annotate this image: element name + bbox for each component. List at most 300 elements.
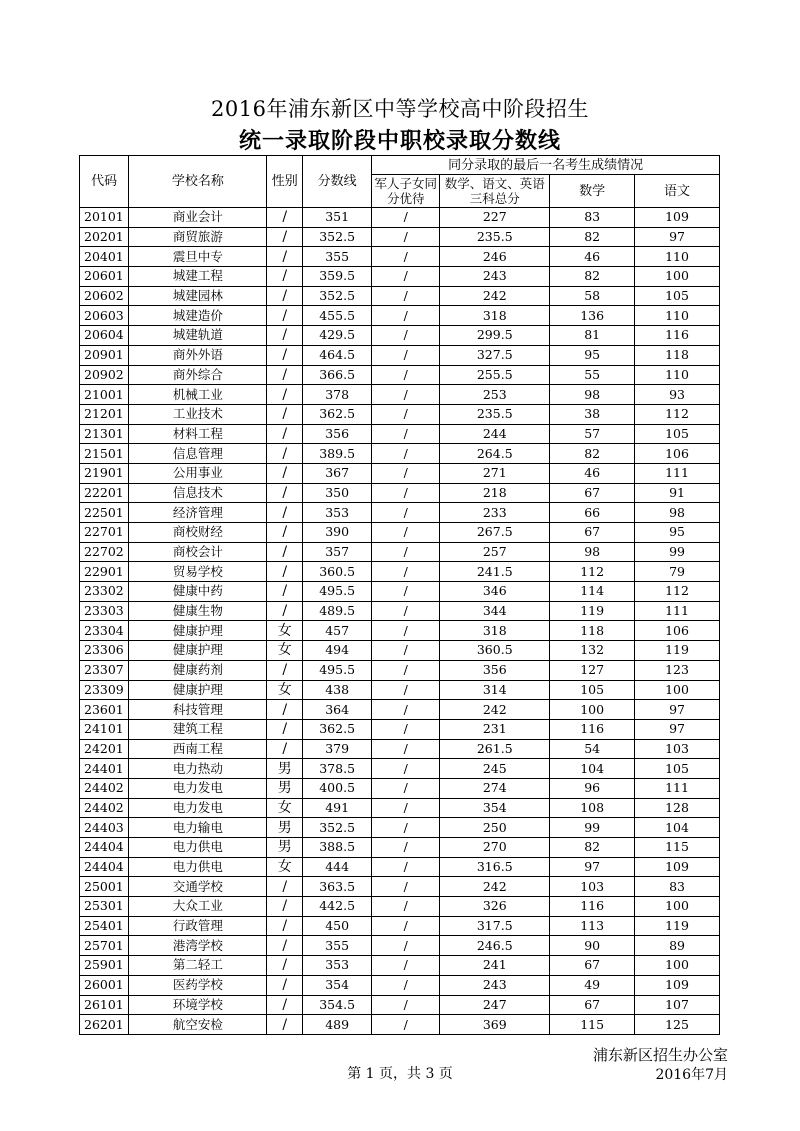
cell-score-line: 353 xyxy=(303,956,372,976)
cell-military: / xyxy=(372,936,440,956)
cell-three-subjects: 316.5 xyxy=(440,857,550,877)
document-subtitle: 统一录取阶段中职校录取分数线 xyxy=(238,129,561,154)
cell-chinese: 111 xyxy=(635,778,720,798)
cell-chinese: 109 xyxy=(635,975,720,995)
cell-three-subjects: 318 xyxy=(440,621,550,641)
cell-school: 震旦中专 xyxy=(129,247,267,267)
cell-military: / xyxy=(372,739,440,759)
cell-score-line: 352.5 xyxy=(303,286,372,306)
cell-school: 健康药剂 xyxy=(129,660,267,680)
cell-math: 55 xyxy=(550,365,635,385)
cell-gender: / xyxy=(267,208,303,228)
cell-math: 81 xyxy=(550,326,635,346)
cell-three-subjects: 247 xyxy=(440,995,550,1015)
cell-math: 46 xyxy=(550,247,635,267)
cell-school: 材料工程 xyxy=(129,424,267,444)
cell-score-line: 362.5 xyxy=(303,404,372,424)
cell-three-subjects: 246 xyxy=(440,247,550,267)
cell-score-line: 389.5 xyxy=(303,444,372,464)
cell-code: 21201 xyxy=(80,404,129,424)
cell-military: / xyxy=(372,759,440,779)
cell-gender: / xyxy=(267,975,303,995)
cell-school: 港湾学校 xyxy=(129,936,267,956)
cell-gender: / xyxy=(267,326,303,346)
cell-code: 22701 xyxy=(80,523,129,543)
cell-code: 22702 xyxy=(80,542,129,562)
table-row xyxy=(80,227,720,247)
cell-school: 经济管理 xyxy=(129,503,267,523)
header-three-subjects: 数学、语文、英语三科总分 xyxy=(440,175,550,208)
table-row xyxy=(80,208,720,228)
cell-math: 118 xyxy=(550,621,635,641)
cell-school: 电力输电 xyxy=(129,818,267,838)
cell-score-line: 495.5 xyxy=(303,660,372,680)
cell-gender: / xyxy=(267,267,303,287)
cell-three-subjects: 235.5 xyxy=(440,227,550,247)
cell-chinese: 109 xyxy=(635,208,720,228)
cell-chinese: 128 xyxy=(635,798,720,818)
cell-school: 商外综合 xyxy=(129,365,267,385)
cell-gender: / xyxy=(267,286,303,306)
cell-gender: / xyxy=(267,601,303,621)
cell-code: 25401 xyxy=(80,916,129,936)
cell-chinese: 119 xyxy=(635,916,720,936)
cell-three-subjects: 261.5 xyxy=(440,739,550,759)
cell-chinese: 105 xyxy=(635,759,720,779)
cell-military: / xyxy=(372,582,440,602)
cell-code: 22901 xyxy=(80,562,129,582)
cell-chinese: 93 xyxy=(635,385,720,405)
cell-chinese: 116 xyxy=(635,326,720,346)
cell-math: 100 xyxy=(550,700,635,720)
header-code: 代码 xyxy=(80,156,129,208)
cell-score-line: 438 xyxy=(303,680,372,700)
cell-code: 20201 xyxy=(80,227,129,247)
cell-score-line: 355 xyxy=(303,247,372,267)
cell-score-line: 378.5 xyxy=(303,759,372,779)
cell-score-line: 352.5 xyxy=(303,227,372,247)
cell-three-subjects: 241 xyxy=(440,956,550,976)
cell-three-subjects: 227 xyxy=(440,208,550,228)
cell-three-subjects: 354 xyxy=(440,798,550,818)
cell-three-subjects: 274 xyxy=(440,778,550,798)
cell-score-line: 457 xyxy=(303,621,372,641)
cell-gender: 男 xyxy=(267,838,303,858)
cell-military: / xyxy=(372,1015,440,1035)
cell-chinese: 100 xyxy=(635,956,720,976)
table-row xyxy=(80,1015,720,1035)
cell-gender: / xyxy=(267,523,303,543)
cell-code: 24201 xyxy=(80,739,129,759)
cell-code: 22501 xyxy=(80,503,129,523)
cell-code: 25301 xyxy=(80,897,129,917)
cell-three-subjects: 257 xyxy=(440,542,550,562)
table-row xyxy=(80,897,720,917)
cell-military: / xyxy=(372,995,440,1015)
cell-chinese: 125 xyxy=(635,1015,720,1035)
cell-gender: / xyxy=(267,503,303,523)
cell-school: 信息技术 xyxy=(129,483,267,503)
cell-code: 20901 xyxy=(80,345,129,365)
cell-code: 25701 xyxy=(80,936,129,956)
table-row xyxy=(80,523,720,543)
cell-military: / xyxy=(372,798,440,818)
table-row xyxy=(80,483,720,503)
table-row xyxy=(80,956,720,976)
cell-chinese: 99 xyxy=(635,542,720,562)
cell-three-subjects: 346 xyxy=(440,582,550,602)
cell-score-line: 357 xyxy=(303,542,372,562)
cell-math: 105 xyxy=(550,680,635,700)
cell-code: 24404 xyxy=(80,838,129,858)
cell-chinese: 109 xyxy=(635,857,720,877)
cell-gender: / xyxy=(267,385,303,405)
cell-school: 健康生物 xyxy=(129,601,267,621)
cell-code: 23303 xyxy=(80,601,129,621)
cell-math: 82 xyxy=(550,444,635,464)
cell-school: 科技管理 xyxy=(129,700,267,720)
cell-school: 健康护理 xyxy=(129,621,267,641)
cell-three-subjects: 243 xyxy=(440,975,550,995)
cell-math: 66 xyxy=(550,503,635,523)
cell-school: 城建造价 xyxy=(129,306,267,326)
cell-gender: / xyxy=(267,306,303,326)
table-row xyxy=(80,562,720,582)
cell-chinese: 89 xyxy=(635,936,720,956)
cell-code: 21301 xyxy=(80,424,129,444)
cell-code: 24404 xyxy=(80,857,129,877)
cell-chinese: 79 xyxy=(635,562,720,582)
cell-math: 67 xyxy=(550,956,635,976)
cell-military: / xyxy=(372,463,440,483)
cell-gender: / xyxy=(267,916,303,936)
cell-military: / xyxy=(372,660,440,680)
score-table xyxy=(79,155,720,1035)
cell-military: / xyxy=(372,385,440,405)
cell-three-subjects: 326 xyxy=(440,897,550,917)
footer-office: 浦东新区招生办公室 xyxy=(592,1046,728,1064)
table-row xyxy=(80,936,720,956)
cell-three-subjects: 327.5 xyxy=(440,345,550,365)
cell-gender: / xyxy=(267,877,303,897)
table-row xyxy=(80,680,720,700)
cell-chinese: 91 xyxy=(635,483,720,503)
cell-score-line: 352.5 xyxy=(303,818,372,838)
cell-math: 98 xyxy=(550,385,635,405)
table-row xyxy=(80,601,720,621)
header-group: 同分录取的最后一名考生成绩情况 xyxy=(372,156,720,175)
cell-school: 贸易学校 xyxy=(129,562,267,582)
cell-military: / xyxy=(372,641,440,661)
cell-score-line: 429.5 xyxy=(303,326,372,346)
cell-gender: / xyxy=(267,936,303,956)
cell-math: 136 xyxy=(550,306,635,326)
cell-school: 健康护理 xyxy=(129,641,267,661)
cell-school: 交通学校 xyxy=(129,877,267,897)
cell-gender: / xyxy=(267,956,303,976)
cell-three-subjects: 360.5 xyxy=(440,641,550,661)
cell-score-line: 360.5 xyxy=(303,562,372,582)
cell-gender: / xyxy=(267,542,303,562)
cell-military: / xyxy=(372,227,440,247)
table-row xyxy=(80,365,720,385)
cell-code: 26201 xyxy=(80,1015,129,1035)
cell-gender: / xyxy=(267,463,303,483)
cell-chinese: 100 xyxy=(635,680,720,700)
cell-chinese: 103 xyxy=(635,739,720,759)
cell-gender: 女 xyxy=(267,798,303,818)
cell-code: 24402 xyxy=(80,778,129,798)
cell-math: 67 xyxy=(550,483,635,503)
cell-school: 健康护理 xyxy=(129,680,267,700)
cell-score-line: 450 xyxy=(303,916,372,936)
cell-math: 96 xyxy=(550,778,635,798)
cell-chinese: 111 xyxy=(635,463,720,483)
cell-three-subjects: 271 xyxy=(440,463,550,483)
cell-three-subjects: 314 xyxy=(440,680,550,700)
cell-military: / xyxy=(372,916,440,936)
table-row xyxy=(80,719,720,739)
cell-chinese: 115 xyxy=(635,838,720,858)
cell-three-subjects: 267.5 xyxy=(440,523,550,543)
cell-school: 机械工业 xyxy=(129,385,267,405)
cell-school: 健康中药 xyxy=(129,582,267,602)
cell-school: 行政管理 xyxy=(129,916,267,936)
cell-gender: 女 xyxy=(267,857,303,877)
cell-three-subjects: 344 xyxy=(440,601,550,621)
cell-gender: / xyxy=(267,739,303,759)
cell-code: 23306 xyxy=(80,641,129,661)
cell-school: 商外外语 xyxy=(129,345,267,365)
cell-math: 58 xyxy=(550,286,635,306)
cell-code: 25001 xyxy=(80,877,129,897)
cell-three-subjects: 253 xyxy=(440,385,550,405)
cell-school: 建筑工程 xyxy=(129,719,267,739)
cell-code: 23302 xyxy=(80,582,129,602)
cell-math: 46 xyxy=(550,463,635,483)
cell-three-subjects: 317.5 xyxy=(440,916,550,936)
cell-gender: 男 xyxy=(267,759,303,779)
cell-chinese: 110 xyxy=(635,306,720,326)
cell-chinese: 97 xyxy=(635,719,720,739)
table-row xyxy=(80,759,720,779)
cell-military: / xyxy=(372,326,440,346)
cell-gender: / xyxy=(267,444,303,464)
cell-score-line: 356 xyxy=(303,424,372,444)
cell-military: / xyxy=(372,818,440,838)
cell-school: 商校会计 xyxy=(129,542,267,562)
table-row xyxy=(80,503,720,523)
cell-score-line: 363.5 xyxy=(303,877,372,897)
cell-code: 24402 xyxy=(80,798,129,818)
table-row xyxy=(80,818,720,838)
cell-math: 49 xyxy=(550,975,635,995)
cell-score-line: 442.5 xyxy=(303,897,372,917)
cell-chinese: 100 xyxy=(635,267,720,287)
cell-chinese: 123 xyxy=(635,660,720,680)
cell-code: 20602 xyxy=(80,286,129,306)
table-row xyxy=(80,916,720,936)
cell-math: 108 xyxy=(550,798,635,818)
cell-military: / xyxy=(372,562,440,582)
cell-school: 第二轻工 xyxy=(129,956,267,976)
table-row xyxy=(80,345,720,365)
cell-score-line: 353 xyxy=(303,503,372,523)
cell-military: / xyxy=(372,877,440,897)
cell-math: 95 xyxy=(550,345,635,365)
cell-score-line: 378 xyxy=(303,385,372,405)
cell-code: 23307 xyxy=(80,660,129,680)
document-title: 2016年浦东新区中等学校高中阶段招生 xyxy=(211,97,589,121)
table-row xyxy=(80,739,720,759)
cell-gender: / xyxy=(267,660,303,680)
cell-school: 电力供电 xyxy=(129,857,267,877)
table-row xyxy=(80,798,720,818)
table-row xyxy=(80,247,720,267)
table-row xyxy=(80,404,720,424)
cell-math: 104 xyxy=(550,759,635,779)
cell-school: 城建园林 xyxy=(129,286,267,306)
cell-three-subjects: 255.5 xyxy=(440,365,550,385)
table-row xyxy=(80,326,720,346)
cell-military: / xyxy=(372,542,440,562)
cell-score-line: 489.5 xyxy=(303,601,372,621)
cell-chinese: 112 xyxy=(635,404,720,424)
table-row xyxy=(80,385,720,405)
cell-chinese: 110 xyxy=(635,247,720,267)
cell-code: 26101 xyxy=(80,995,129,1015)
cell-score-line: 390 xyxy=(303,523,372,543)
cell-gender: / xyxy=(267,424,303,444)
header-score-line: 分数线 xyxy=(303,156,372,208)
table-row xyxy=(80,995,720,1015)
cell-math: 116 xyxy=(550,897,635,917)
cell-math: 67 xyxy=(550,995,635,1015)
cell-score-line: 355 xyxy=(303,936,372,956)
cell-chinese: 100 xyxy=(635,897,720,917)
cell-chinese: 106 xyxy=(635,444,720,464)
cell-military: / xyxy=(372,897,440,917)
cell-three-subjects: 244 xyxy=(440,424,550,444)
table-row xyxy=(80,877,720,897)
cell-school: 医药学校 xyxy=(129,975,267,995)
cell-school: 工业技术 xyxy=(129,404,267,424)
cell-military: / xyxy=(372,286,440,306)
cell-school: 电力发电 xyxy=(129,778,267,798)
cell-math: 132 xyxy=(550,641,635,661)
cell-military: / xyxy=(372,306,440,326)
table-row xyxy=(80,444,720,464)
cell-three-subjects: 231 xyxy=(440,719,550,739)
cell-military: / xyxy=(372,365,440,385)
cell-three-subjects: 318 xyxy=(440,306,550,326)
cell-gender: / xyxy=(267,719,303,739)
cell-chinese: 112 xyxy=(635,582,720,602)
cell-chinese: 105 xyxy=(635,424,720,444)
cell-three-subjects: 242 xyxy=(440,286,550,306)
cell-math: 82 xyxy=(550,838,635,858)
cell-school: 商业会计 xyxy=(129,208,267,228)
cell-math: 112 xyxy=(550,562,635,582)
cell-three-subjects: 299.5 xyxy=(440,326,550,346)
cell-military: / xyxy=(372,700,440,720)
cell-math: 97 xyxy=(550,857,635,877)
cell-three-subjects: 218 xyxy=(440,483,550,503)
table-row xyxy=(80,582,720,602)
cell-military: / xyxy=(372,601,440,621)
cell-three-subjects: 245 xyxy=(440,759,550,779)
cell-score-line: 367 xyxy=(303,463,372,483)
cell-three-subjects: 356 xyxy=(440,660,550,680)
cell-score-line: 455.5 xyxy=(303,306,372,326)
cell-score-line: 464.5 xyxy=(303,345,372,365)
cell-school: 航空安检 xyxy=(129,1015,267,1035)
cell-score-line: 350 xyxy=(303,483,372,503)
cell-school: 商贸旅游 xyxy=(129,227,267,247)
cell-school: 西南工程 xyxy=(129,739,267,759)
header-math: 数学 xyxy=(550,175,635,208)
cell-math: 54 xyxy=(550,739,635,759)
cell-chinese: 107 xyxy=(635,995,720,1015)
cell-military: / xyxy=(372,975,440,995)
cell-math: 115 xyxy=(550,1015,635,1035)
table-row xyxy=(80,424,720,444)
cell-chinese: 97 xyxy=(635,700,720,720)
cell-chinese: 110 xyxy=(635,365,720,385)
cell-school: 信息管理 xyxy=(129,444,267,464)
cell-gender: / xyxy=(267,897,303,917)
table-body xyxy=(80,208,720,1035)
cell-military: / xyxy=(372,778,440,798)
cell-gender: / xyxy=(267,582,303,602)
cell-military: / xyxy=(372,247,440,267)
cell-military: / xyxy=(372,956,440,976)
cell-score-line: 366.5 xyxy=(303,365,372,385)
cell-code: 20604 xyxy=(80,326,129,346)
cell-code: 24401 xyxy=(80,759,129,779)
cell-code: 23601 xyxy=(80,700,129,720)
cell-school: 商校财经 xyxy=(129,523,267,543)
cell-code: 21001 xyxy=(80,385,129,405)
cell-military: / xyxy=(372,208,440,228)
cell-math: 99 xyxy=(550,818,635,838)
cell-three-subjects: 246.5 xyxy=(440,936,550,956)
cell-code: 24101 xyxy=(80,719,129,739)
cell-gender: 女 xyxy=(267,621,303,641)
cell-math: 113 xyxy=(550,916,635,936)
cell-code: 23304 xyxy=(80,621,129,641)
cell-gender: 女 xyxy=(267,641,303,661)
cell-gender: 女 xyxy=(267,680,303,700)
cell-math: 67 xyxy=(550,523,635,543)
cell-school: 环境学校 xyxy=(129,995,267,1015)
table-row xyxy=(80,286,720,306)
cell-gender: 男 xyxy=(267,778,303,798)
cell-score-line: 364 xyxy=(303,700,372,720)
cell-score-line: 495.5 xyxy=(303,582,372,602)
cell-math: 103 xyxy=(550,877,635,897)
cell-school: 城建工程 xyxy=(129,267,267,287)
table-row xyxy=(80,660,720,680)
cell-code: 20601 xyxy=(80,267,129,287)
cell-gender: / xyxy=(267,1015,303,1035)
cell-score-line: 388.5 xyxy=(303,838,372,858)
cell-score-line: 354.5 xyxy=(303,995,372,1015)
table-row xyxy=(80,621,720,641)
cell-military: / xyxy=(372,503,440,523)
cell-math: 90 xyxy=(550,936,635,956)
cell-chinese: 118 xyxy=(635,345,720,365)
